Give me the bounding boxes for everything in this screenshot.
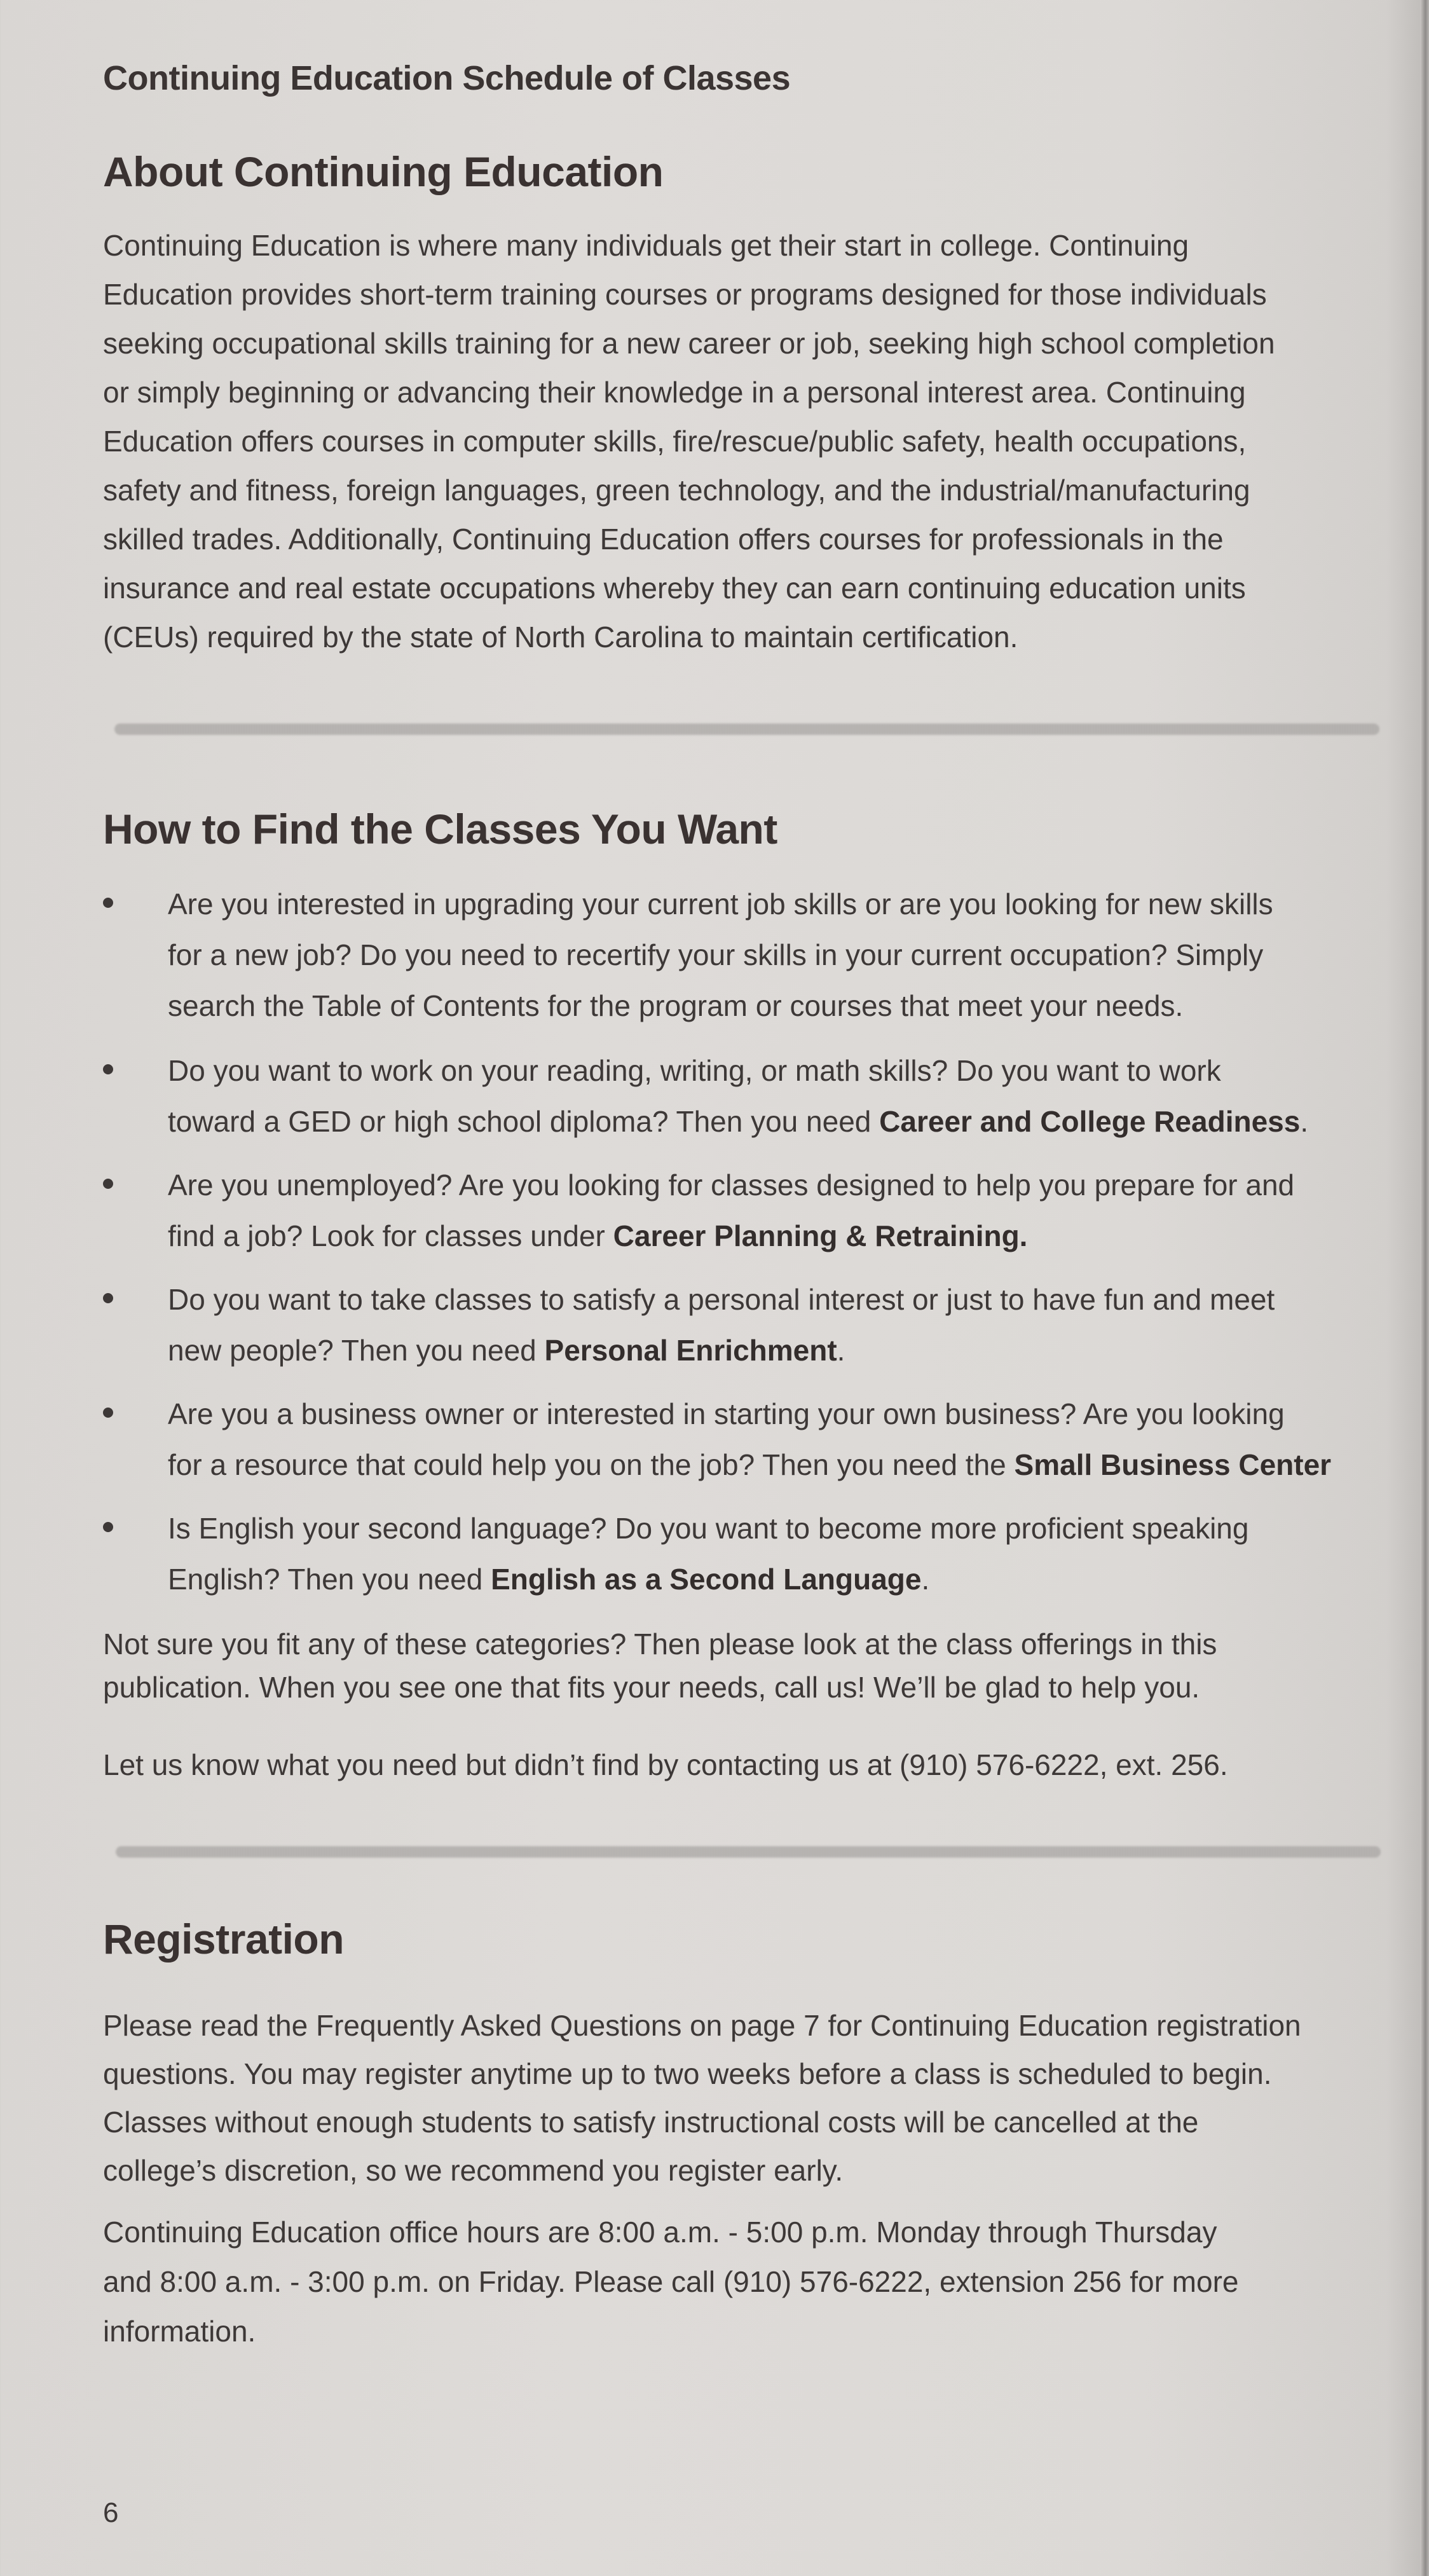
bullet-text [168, 1274, 1275, 1376]
about-line: safety and fitness, foreign languages, green technology, and the industrial/manufacturing [103, 474, 1250, 507]
about-heading: About Continuing Education [103, 148, 664, 195]
registration-line: Please read the Frequently Asked Questions on page 7 for Continuing Education registration [103, 2009, 1301, 2042]
bullet-line: Is English your second language? Do you want to become more proficient speaking [168, 1512, 1249, 1545]
page-number: 6 [103, 2497, 119, 2528]
bullet-text-plain: for a resource that could help you on the job? Then you need the [168, 1448, 1015, 1481]
office-hours-line: Continuing Education office hours are 8:00 a.m. - 5:00 p.m. Monday through Thursday [103, 2216, 1217, 2249]
bullet-text [168, 1160, 1294, 1261]
about-paragraph [103, 221, 1275, 662]
page-edge-shadow [1420, 0, 1429, 2576]
contact-paragraph: Let us know what you need but didn’t find by contacting us at (910) 576-6222, ext. 256. [103, 1748, 1228, 1781]
bullet-text [168, 1388, 1331, 1490]
bullet-text-plain: English? Then you need [168, 1563, 491, 1596]
about-line: skilled trades. Additionally, Continuing Education offers courses for professionals in the [103, 523, 1224, 556]
category-career-college-readiness: Career and College Readiness [879, 1105, 1301, 1138]
bullet-line: search the Table of Contents for the program or courses that meet your needs. [168, 989, 1184, 1022]
bullet-line: Are you interested in upgrading your current job skills or are you looking for new skills [168, 887, 1273, 921]
bullet-line [168, 1325, 1275, 1376]
running-header-title: Continuing Education Schedule of Classes [103, 59, 791, 97]
bullet-line: Are you unemployed? Are you looking for classes designed to help you prepare for and [168, 1168, 1295, 1202]
bullet-line [168, 1096, 1308, 1147]
registration-line: questions. You may register anytime up to two weeks before a class is scheduled to begin. [103, 2057, 1272, 2090]
bullet-line: Are you a business owner or interested in starting your own business? Are you looking [168, 1397, 1285, 1430]
bullet-line [168, 1439, 1331, 1490]
section-divider [114, 723, 1379, 735]
bullet-icon [103, 1179, 113, 1189]
bullet-text [168, 1503, 1248, 1605]
office-hours-line: and 8:00 a.m. - 3:00 p.m. on Friday. Please call (910) 576-6222, extension 256 for more [103, 2265, 1239, 2298]
bullet-line [168, 1210, 1294, 1261]
bullet-line: Do you want to take classes to satisfy a personal interest or just to have fun and meet [168, 1283, 1275, 1316]
about-line: Education provides short-term training courses or programs designed for those individuals [103, 278, 1267, 311]
category-small-business-center: Small Business Center [1014, 1448, 1332, 1481]
registration-heading: Registration [103, 1915, 345, 1963]
category-english-second-language: English as a Second Language [491, 1563, 922, 1596]
bullet-line [168, 1554, 1248, 1605]
bullet-icon [103, 898, 113, 908]
bullet-icon [103, 1522, 113, 1532]
bullet-text-plain: new people? Then you need [168, 1334, 545, 1367]
bullet-text [168, 1045, 1308, 1147]
office-hours-paragraph [103, 2207, 1238, 2356]
about-line: (CEUs) required by the state of North Carolina to maintain certification. [103, 620, 1018, 654]
bullet-icon [103, 1064, 113, 1074]
category-personal-enrichment: Personal Enrichment [544, 1334, 837, 1367]
registration-line: college’s discretion, so we recommend you register early. [103, 2154, 844, 2187]
bullet-line: Do you want to work on your reading, writing, or math skills? Do you want to work [168, 1054, 1221, 1087]
category-career-planning-retraining: Career Planning & Retraining. [613, 1219, 1028, 1252]
about-line: or simply beginning or advancing their knowledge in a personal interest area. Continuing [103, 376, 1246, 409]
about-line: Education offers courses in computer skills, fire/rescue/public safety, health occupations, [103, 425, 1247, 458]
not-sure-line: publication. When you see one that fits your needs, call us! We’ll be glad to help you. [103, 1671, 1200, 1704]
bullet-icon [103, 1293, 113, 1303]
section-divider [116, 1846, 1381, 1858]
bullet-text [168, 879, 1273, 1031]
bullet-text-suffix: . [837, 1334, 845, 1367]
bullet-icon [103, 1408, 113, 1418]
about-line: Continuing Education is where many individuals get their start in college. Continuing [103, 229, 1189, 262]
bullet-text-suffix: . [1300, 1105, 1309, 1138]
not-sure-paragraph [103, 1622, 1217, 1709]
bullet-text-plain: find a job? Look for classes under [168, 1219, 613, 1252]
bullet-text-plain: toward a GED or high school diploma? Then you need [168, 1105, 880, 1138]
about-line: insurance and real estate occupations whereby they can earn continuing education units [103, 572, 1246, 605]
not-sure-line: Not sure you fit any of these categories? Then please look at the class offerings in this [103, 1627, 1217, 1661]
bullet-line: for a new job? Do you need to recertify your skills in your current occupation? Simply [168, 938, 1264, 971]
registration-line: Classes without enough students to satisfy instructional costs will be cancelled at the [103, 2106, 1199, 2139]
office-hours-line: information. [103, 2315, 256, 2348]
registration-paragraph [103, 2001, 1301, 2195]
about-line: seeking occupational skills training for a new career or job, seeking high school completion [103, 327, 1275, 360]
bullet-text-suffix: . [921, 1563, 930, 1596]
find-classes-heading: How to Find the Classes You Want [103, 805, 777, 853]
